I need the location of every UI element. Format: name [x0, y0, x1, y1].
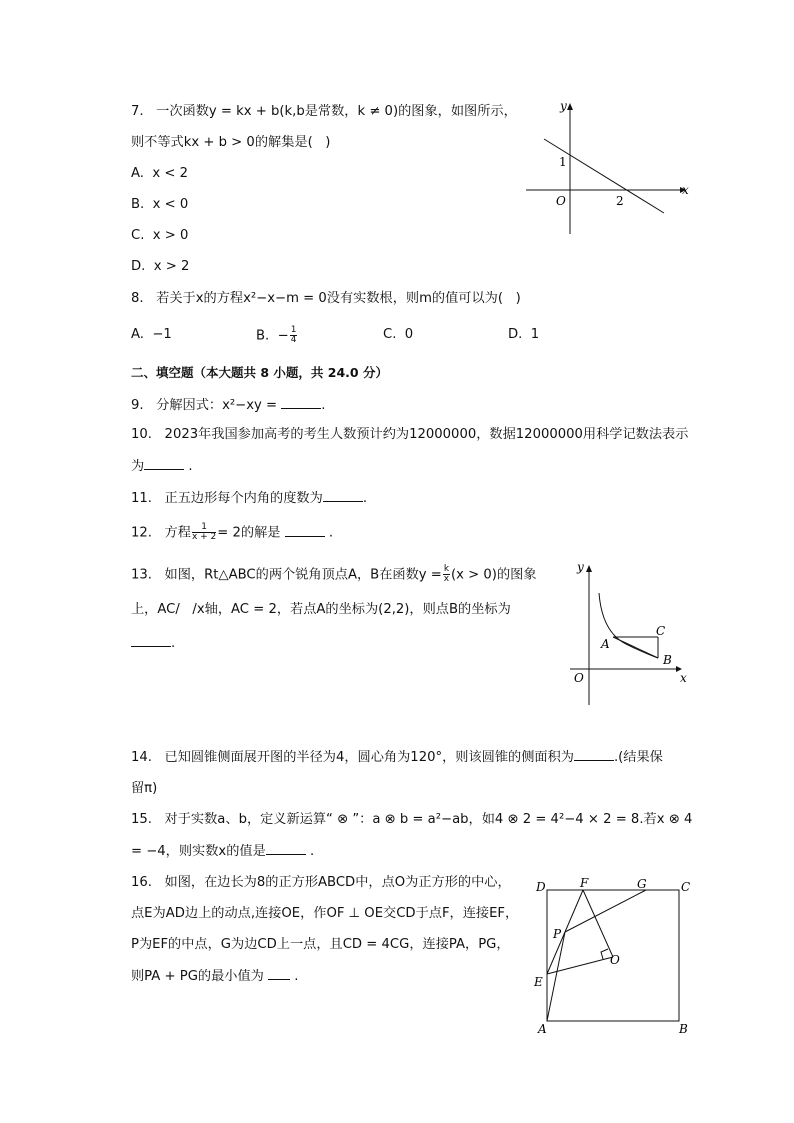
q7-option-a: A. x < 2 [131, 166, 188, 181]
section2-title: 二、填空题（本大题共 8 小题，共 24.0 分） [131, 365, 388, 380]
q10-answer-blank [144, 457, 184, 470]
q12-answer-blank [285, 524, 325, 537]
q16-label-o: O [610, 953, 620, 967]
q13-line2: 上，AC/ /x轴，AC = 2，若点A的坐标为(2,2)，则点B的坐标为 [131, 602, 511, 617]
q13-y-arrow [586, 565, 592, 572]
q13-x-label: x [680, 671, 687, 685]
q13-point-b-label: B [663, 653, 672, 667]
q7-x-intercept-label: 2 [616, 194, 624, 208]
q7-origin-label: O [556, 194, 566, 208]
q16-segment-pg [565, 890, 646, 932]
q7-option-d: D. x > 2 [131, 259, 190, 274]
q16-answer-blank [268, 967, 290, 980]
q7-y-label: y [560, 99, 567, 113]
q14-answer-blank [574, 748, 614, 761]
q16-label-c: C [681, 880, 691, 894]
q16-label-d: D [536, 880, 546, 894]
q16-right-angle-mark [601, 949, 608, 959]
q16-line4: 则PA + PG的最小值为 . [131, 969, 299, 984]
q9-answer-blank [281, 396, 321, 409]
q11: 11. 正五边形每个内角的度数为 . [131, 491, 368, 506]
q10-line1: 10. 2023年我国参加高考的考生人数预计约为12000000，数据12000000用科学记数法表示 [131, 427, 689, 442]
q16-label-e: E [534, 975, 543, 989]
q13-line3: . [131, 634, 175, 653]
q7-stem-line2: 则不等式kx + b > 0的解集是( ) [131, 135, 331, 150]
q13-point-a-label: A [601, 637, 610, 651]
q7-graph [520, 98, 700, 238]
q16-line3: P为EF的中点，G为边CD上一点，且CD = 4CG，连接PA，PG， [131, 937, 510, 952]
q10-line2: 为 . [131, 459, 193, 474]
q13-line1: 13. 如图，Rt△ABC的两个锐角顶点A，B在函数y = $\frac{k}{x}$ (x > 0)的图象 [131, 564, 537, 584]
q16-label-p: P [553, 927, 562, 941]
q7-option-b: B. x < 0 [131, 197, 189, 212]
q15-line2: = −4，则实数x的值是 . [131, 844, 315, 859]
q8-option-c: C. 0 [383, 327, 414, 342]
q7-y-intercept-label: 1 [559, 155, 567, 169]
q13-origin-label: O [574, 671, 584, 685]
q7-stem-line1: 7. 一次函数y = kx + b(k,b是常数，k ≠ 0)的图象，如图所示， [131, 104, 517, 119]
q13-point-c-label: C [656, 624, 666, 638]
q15-answer-blank [266, 842, 306, 855]
q9: 9. 分解因式：x²−xy = . [131, 398, 326, 413]
q16-segment-pa [547, 932, 565, 1021]
q16-figure [530, 875, 700, 1040]
q13-answer-blank [131, 634, 171, 647]
q12: 12. 方程 $\frac{1}{x + 2}$ = 2的解是 . [131, 522, 334, 542]
q7-x-label: x [682, 183, 689, 197]
q15-line1: 15. 对于实数a、b，定义新运算“ ⊗ ”：a ⊗ b = a²−ab，如4 ⊗ 2 = 4²−4 × 2 = 8.若x ⊗ 4 [131, 812, 693, 827]
q14-line1: 14. 已知圆锥侧面展开图的半径为4，圆心角为120°，则该圆锥的侧面积为 .(结果保 [131, 750, 663, 765]
q13-segment-ab [613, 637, 658, 658]
q16-label-g: G [637, 877, 647, 891]
q11-answer-blank [323, 489, 363, 502]
q16-line1: 16. 如图，在边长为8的正方形ABCD中，点O为正方形的中心， [131, 875, 511, 890]
q8-option-a: A. −1 [131, 327, 172, 342]
q8-option-b: B. − $\frac{1}{4}$ [256, 325, 297, 345]
q16-line2: 点E为AD边上的动点,连接OE，作OF ⊥ OE交CD于点F，连接EF， [131, 906, 519, 921]
q13-y-label: y [577, 560, 584, 574]
q16-label-b: B [679, 1022, 688, 1036]
q7-y-arrow [567, 103, 573, 110]
q7-option-c: C. x > 0 [131, 228, 189, 243]
q14-line2: 留π) [131, 781, 158, 796]
q16-label-a: A [538, 1022, 547, 1036]
q13-graph [566, 560, 696, 710]
q8-option-d: D. 1 [508, 327, 540, 342]
q16-segment-of [583, 890, 613, 957]
q8-stem: 8. 若关于x的方程x²−x−m = 0没有实数根，则m的值可以为( ) [131, 291, 521, 306]
q16-label-f: F [580, 876, 589, 890]
